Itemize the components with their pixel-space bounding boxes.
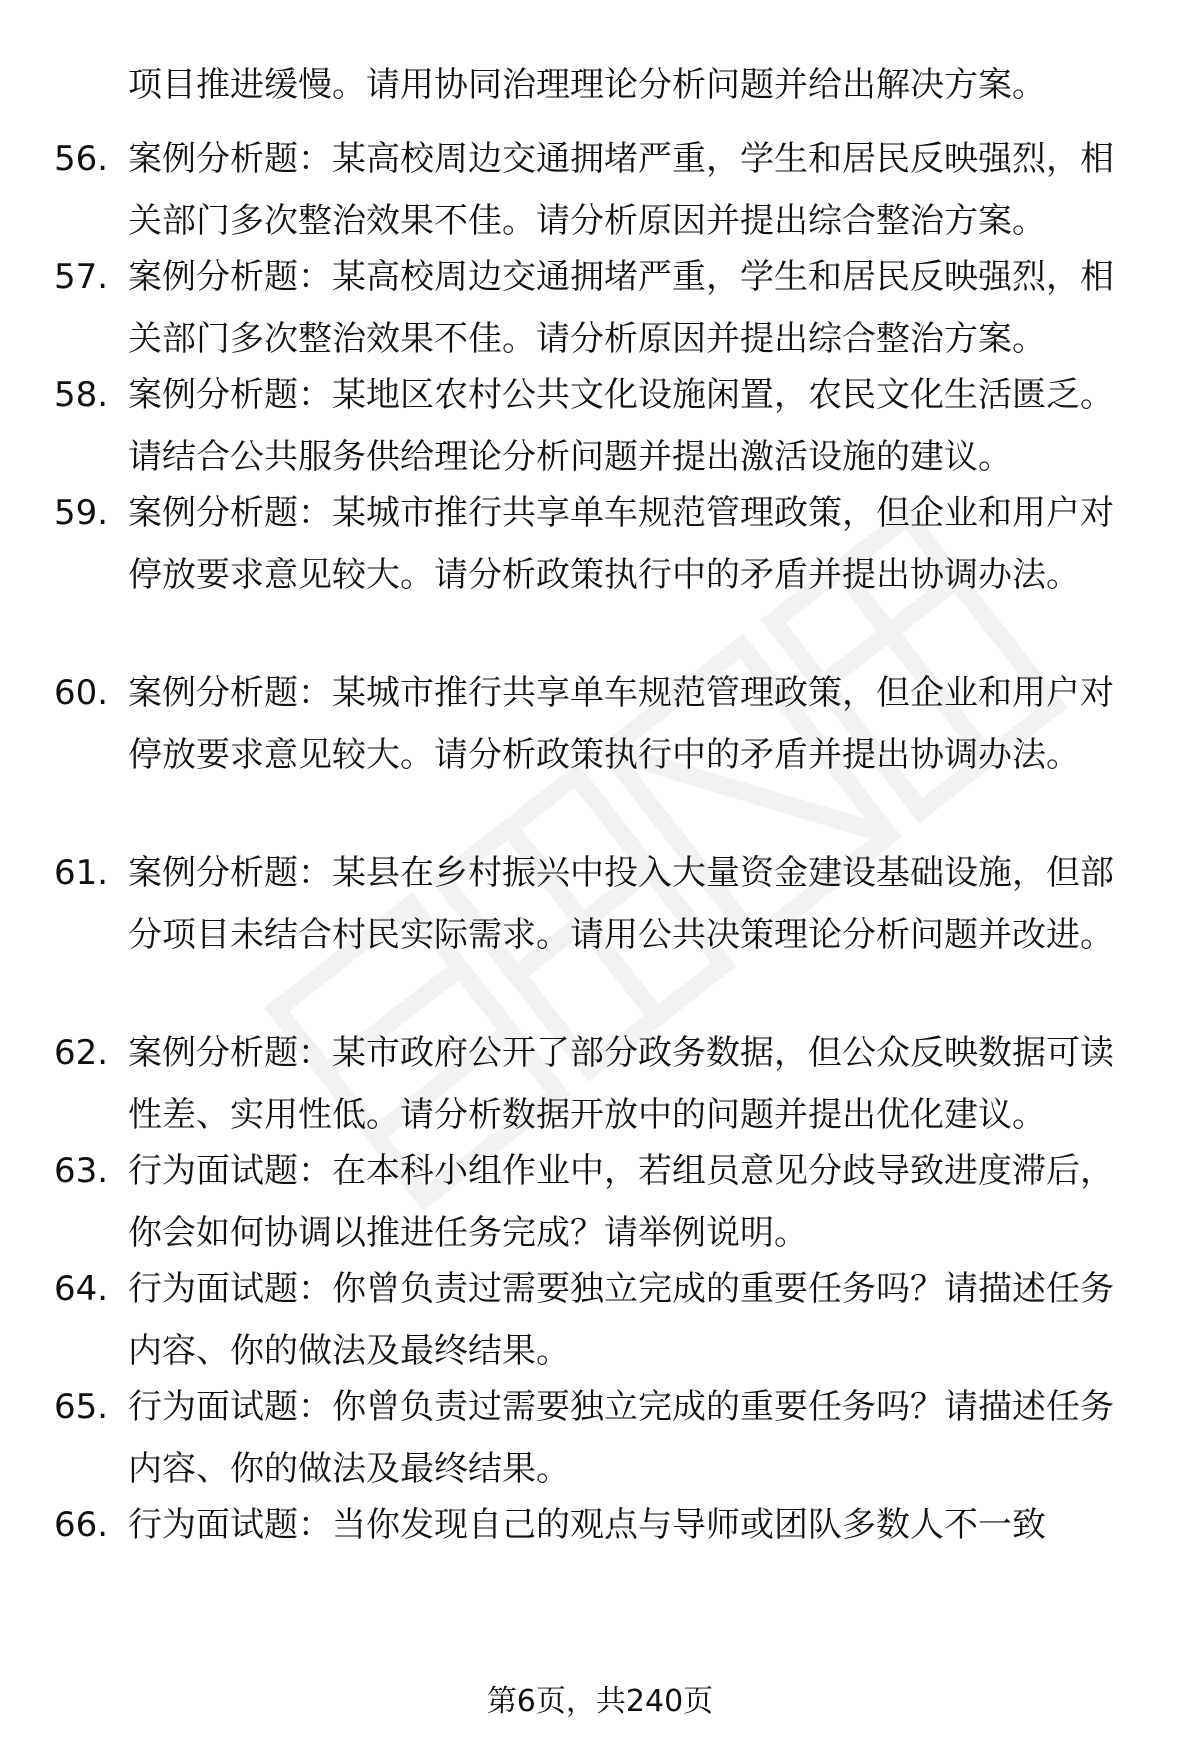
item-text: 案例分析题：某高校周边交通拥堵严重，学生和居民反映强烈，相关部门多次整治效果不佳。请分析原因并提出综合整治方案。 (128, 257, 1114, 359)
item-text: 案例分析题：某高校周边交通拥堵严重，学生和居民反映强烈，相关部门多次整治效果不佳。请分析原因并提出综合整治方案。 (128, 139, 1114, 241)
item-text: 案例分析题：某市政府公开了部分政务数据，但公众反映数据可读性差、实用性低。请分析数据开放中的问题并提出优化建议。 (128, 1033, 1114, 1135)
item-text: 行为面试题：当你发现自己的观点与导师或团队多数人不一致 (128, 1505, 1046, 1545)
item-number: 58. (54, 375, 109, 415)
item-text: 行为面试题：在本科小组作业中，若组员意见分歧导致进度滞后，你会如何协调以推进任务完成？请举例说明。 (128, 1151, 1114, 1253)
item-text: 案例分析题：某县在乡村振兴中投入大量资金建设基础设施，但部分项目未结合村民实际需求。请用公共决策理论分析问题并改进。 (128, 853, 1114, 955)
page-footer: 第6页，共240页 (486, 1684, 714, 1719)
item-text: 案例分析题：某城市推行共享单车规范管理政策，但企业和用户对停放要求意见较大。请分析政策执行中的矛盾并提出协调办法。 (128, 673, 1114, 775)
item-number: 65. (54, 1387, 109, 1427)
item-number: 61. (54, 853, 109, 893)
item-number: 63. (54, 1151, 109, 1191)
item-number: 60. (54, 673, 109, 713)
item-text: 案例分析题：某地区农村公共文化设施闲置，农民文化生活匮乏。请结合公共服务供给理论分析问题并提出激活设施的建议。 (128, 375, 1114, 477)
continuation-text: 项目推进缓慢。请用协同治理理论分析问题并给出解决方案。 (128, 65, 1046, 105)
item-number: 59. (54, 493, 109, 533)
item-number: 56. (54, 139, 109, 179)
item-number: 66. (54, 1505, 109, 1545)
item-number: 62. (54, 1033, 109, 1073)
item-text: 行为面试题：你曾负责过需要独立完成的重要任务吗？请描述任务内容、你的做法及最终结果。 (128, 1269, 1114, 1371)
item-text: 案例分析题：某城市推行共享单车规范管理政策，但企业和用户对停放要求意见较大。请分析政策执行中的矛盾并提出协调办法。 (128, 493, 1114, 595)
item-number: 57. (54, 257, 109, 297)
item-text: 行为面试题：你曾负责过需要独立完成的重要任务吗？请描述任务内容、你的做法及最终结果。 (128, 1387, 1114, 1489)
item-number: 64. (54, 1269, 109, 1309)
